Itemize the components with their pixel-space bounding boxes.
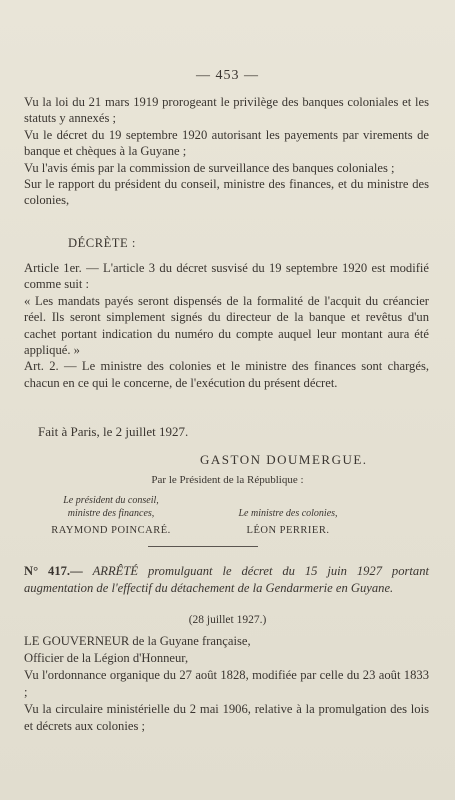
intro-paragraph: Vu le décret du 19 septembre 1920 autorisant les payements par virements de banque et chèques à la Guyane ;	[24, 127, 429, 159]
intro-block	[24, 94, 429, 209]
signatory-right	[218, 507, 358, 537]
intro-paragraph: Vu la loi du 21 mars 1919 prorogeant le privilège des banques coloniales et les statuts y annexés ;	[24, 95, 429, 126]
section-divider	[148, 546, 258, 547]
signatory-right-title: Le ministre des colonies,	[238, 508, 338, 519]
arrete-date: (28 juillet 1927.)	[188, 614, 267, 626]
signatory-left	[36, 494, 186, 537]
fait-a-paris: Fait à Paris, le 2 juillet 1927.	[38, 424, 189, 439]
intro-paragraph: Vu l'avis émis par la commission de surveillance des banques coloniales ;	[24, 160, 395, 175]
closing-block	[24, 633, 429, 735]
par-le-president: Par le Président de la République :	[151, 474, 304, 486]
intro-paragraph: Sur le rapport du président du conseil, ministre des finances, et du ministre des colonies,	[24, 177, 429, 208]
arrete-number: N° 417.—	[24, 564, 83, 578]
article-paragraph: Article 1er. — L'article 3 du décret susvisé du 19 septembre 1920 est modifié comme suit :	[24, 261, 429, 292]
signatory-left-title: ministre des finances,	[67, 508, 155, 519]
article-paragraph: Art. 2. — Le ministre des colonies et le ministre des finances sont chargés, chacun en ce qui le concerne, de l'exécution du présent décret.	[24, 359, 429, 390]
arrete-title: ARRÊTÉ promulguant le décret du 15 juin 1927 portant augmentation de l'effectif du détachement de la Gendarmerie en Guyane.	[24, 564, 429, 595]
closing-paragraph: Officier de la Légion d'Honneur,	[24, 651, 189, 665]
signatory-left-name: RAYMOND POINCARÉ.	[51, 525, 171, 536]
closing-paragraph: Vu l'ordonnance organique du 27 août 1828, modifiée par celle du 23 août 1833 ;	[24, 668, 429, 699]
articles-block	[24, 260, 429, 391]
article-paragraph: « Les mandats payés seront dispensés de la formalité de l'acquit du créancier réel. Ils seront simplement signés du directeur de la banque et revêtus d'un cachet portant indication du numéro du compte auquel leur montant aura été appliqué. »	[24, 293, 429, 358]
president-signature: GASTON DOUMERGUE.	[200, 452, 368, 467]
signatory-left-title: Le président du conseil,	[63, 495, 159, 506]
decrete-heading: DÉCRÈTE :	[68, 236, 136, 250]
closing-paragraph: LE GOUVERNEUR de la Guyane française,	[24, 634, 251, 648]
signatory-right-name: LÉON PERRIER.	[246, 525, 330, 536]
closing-paragraph: Vu la circulaire ministérielle du 2 mai 1906, relative à la promulgation des lois et décrets aux colonies ;	[24, 702, 429, 733]
page-number: — 453 —	[196, 68, 259, 83]
arrete-heading	[24, 563, 429, 596]
